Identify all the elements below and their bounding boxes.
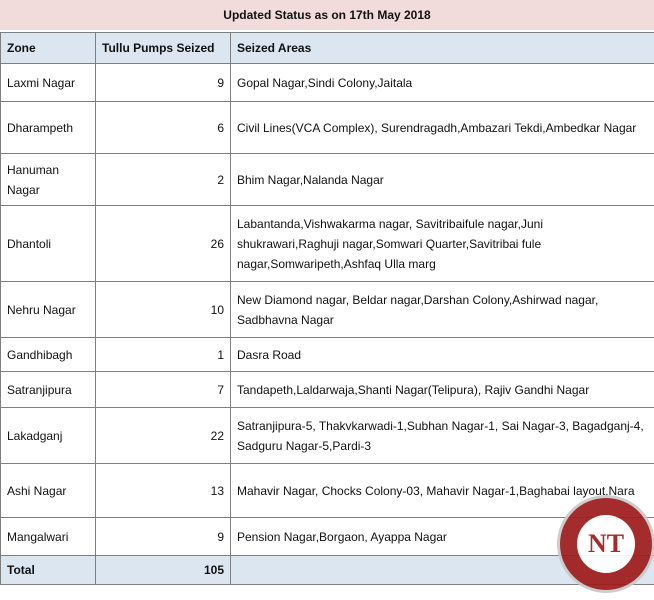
table-row [1, 408, 654, 464]
table-row [1, 372, 654, 408]
table-row [1, 518, 654, 556]
table-title: Updated Status as on 17th May 2018 [0, 0, 654, 30]
table-row [1, 206, 654, 282]
zone-cell: Laxmi Nagar [1, 64, 96, 102]
header-pumps: Tullu Pumps Seized [96, 33, 231, 64]
logo-monogram: NT [577, 515, 635, 573]
pumps-cell: 13 [96, 464, 231, 518]
table-row [1, 338, 654, 372]
table-row [1, 64, 654, 102]
status-table [0, 32, 654, 585]
areas-cell: New Diamond nagar, Beldar nagar,Darshan Colony,Ashirwad nagar, Sadbhavna Nagar [231, 282, 654, 338]
zone-cell: Dharampeth [1, 102, 96, 154]
pumps-cell: 10 [96, 282, 231, 338]
pumps-cell: 9 [96, 64, 231, 102]
areas-cell: Labantanda,Vishwakarma nagar, Savitribaifule nagar,Juni shukrawari,Raghuji nagar,Somwari Quarter,Savitribai fule nagar,Somwaripeth,Ashfaq Ulla marg [231, 206, 654, 282]
zone-cell: Hanuman Nagar [1, 154, 96, 206]
pumps-cell: 9 [96, 518, 231, 556]
areas-cell: Bhim Nagar,Nalanda Nagar [231, 154, 654, 206]
table-row [1, 102, 654, 154]
total-pumps: 105 [96, 556, 231, 585]
pumps-cell: 22 [96, 408, 231, 464]
areas-cell: Satranjipura-5, Thakvkarwadi-1,Subhan Nagar-1, Sai Nagar-3, Bagadganj-4, Sadguru Nagar-5,Pardi-3 [231, 408, 654, 464]
zone-cell: Ashi Nagar [1, 464, 96, 518]
table-row [1, 282, 654, 338]
table-row [1, 464, 654, 518]
pumps-cell: 7 [96, 372, 231, 408]
zone-cell: Gandhibagh [1, 338, 96, 372]
total-label: Total [1, 556, 96, 585]
areas-cell: Dasra Road [231, 338, 654, 372]
areas-cell: Mahavir Nagar, Chocks Colony-03, Mahavir Nagar-1,Baghabai layout,Nara [231, 464, 654, 518]
zone-cell: Dhantoli [1, 206, 96, 282]
areas-cell: Tandapeth,Laldarwaja,Shanti Nagar(Telipura), Rajiv Gandhi Nagar [231, 372, 654, 408]
areas-cell: Pension Nagar,Borgaon, Ayappa Nagar [231, 518, 654, 556]
header-row [1, 33, 654, 64]
areas-cell: Gopal Nagar,Sindi Colony,Jaitala [231, 64, 654, 102]
pumps-cell: 26 [96, 206, 231, 282]
zone-cell: Satranjipura [1, 372, 96, 408]
table-row [1, 154, 654, 206]
pumps-cell: 6 [96, 102, 231, 154]
zone-cell: Lakadganj [1, 408, 96, 464]
header-zone: Zone [1, 33, 96, 64]
zone-cell: Mangalwari [1, 518, 96, 556]
nagpur-today-logo [560, 498, 652, 590]
areas-cell: Civil Lines(VCA Complex), Surendragadh,Ambazari Tekdi,Ambedkar Nagar [231, 102, 654, 154]
pumps-cell: 2 [96, 154, 231, 206]
zone-cell: Nehru Nagar [1, 282, 96, 338]
total-row [1, 556, 654, 585]
header-areas: Seized Areas [231, 33, 654, 64]
pumps-cell: 1 [96, 338, 231, 372]
